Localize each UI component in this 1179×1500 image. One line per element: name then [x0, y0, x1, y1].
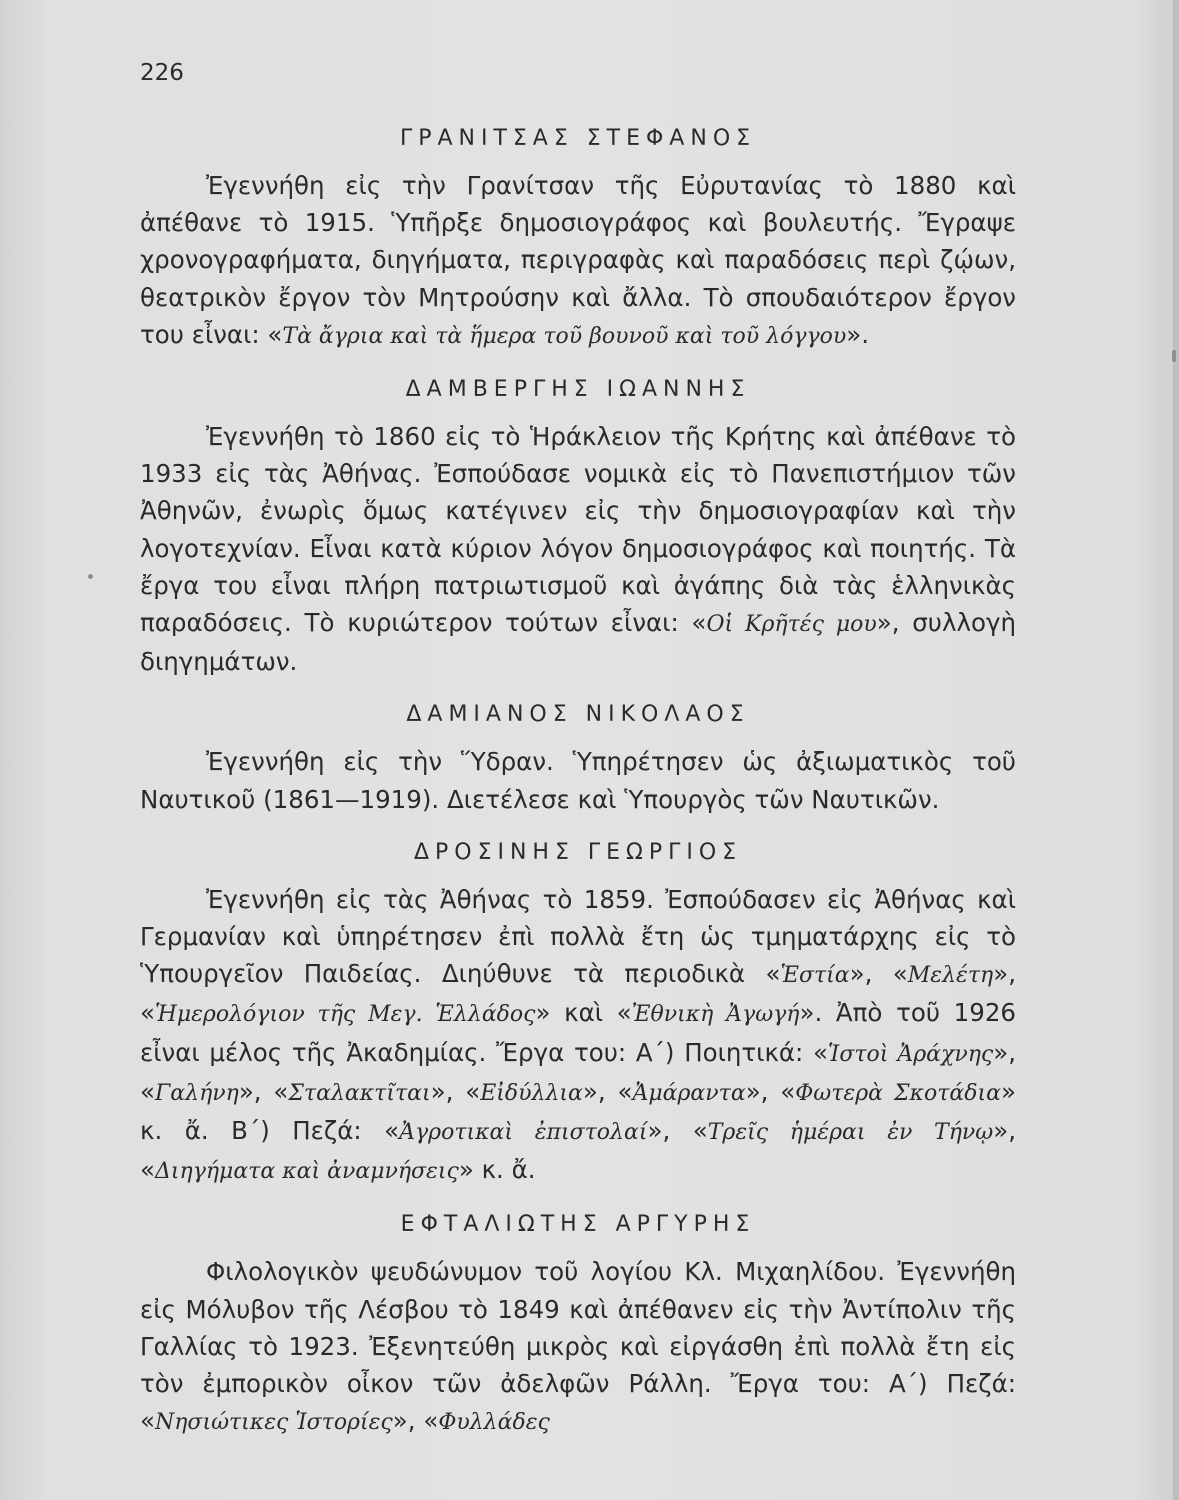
- work-title: Νησιώτικες Ἱστορίες: [155, 1410, 393, 1436]
- text-segment: », «: [849, 959, 908, 989]
- entry-eftaliotis: [140, 1212, 1016, 1441]
- text-segment: », «: [140, 959, 1016, 1028]
- page-number: 226: [140, 60, 184, 86]
- work-title: Διηγήματα καὶ ἀναμνήσεις: [155, 1159, 459, 1185]
- text-segment: », «: [140, 1037, 1016, 1106]
- work-title: Ἡμερολόγιον τῆς Μεγ. Ἑλλάδος: [155, 1002, 536, 1028]
- entry-damvergis: [140, 377, 1016, 680]
- text-segment: Ἐγεννήθη εἰς τὴν Γρανίτσαν τῆς Εὐρυτανίας τὸ 1880 καὶ ἀπέθανε τὸ 1915. Ὑπῆρξε δημοσιογράφος καὶ βουλευτής. Ἔγραψε χρονογραφήματα, διηγήματα, περιγραφὰς καὶ παραδόσεις περὶ ζῴων, θεατρικὸν ἔργον τὸν Μητρούσην καὶ ἄλλα. Τὸ σπουδαιότερον ἔργον του εἶναι: «: [140, 171, 1016, 349]
- text-segment: Φιλολογικὸν ψευδώνυμον τοῦ λογίου Κλ. Μιχαηλίδου. Ἐγεννήθη εἰς Μόλυβον τῆς Λέσβου τὸ 1849 καὶ ἀπέθανεν εἰς τὴν Ἀντίπολιν τῆς Γαλλίας τὸ 1923. Ἐξενητεύθη μικρὸς καὶ εἰργάσθη ἐπὶ πολλὰ ἔτη εἰς τὸν ἐμπορικὸν οἶκον τῶν ἀδελφῶν Ράλλη. Ἔργα του: Α΄) Πεζά: «: [140, 1257, 1016, 1436]
- text-segment: ».: [846, 319, 870, 349]
- paper-speck: [88, 574, 93, 579]
- work-title: Ἱστοὶ Ἀράχνης: [828, 1041, 994, 1067]
- text-segment: », «: [745, 1076, 796, 1106]
- text-segment: », «: [392, 1406, 439, 1436]
- entry-heading: ΔΡΟΣΙΝΗΣ ΓΕΩΡΓΙΟΣ: [413, 839, 743, 865]
- text-segment: », «: [140, 1116, 1017, 1185]
- text-segment: », «: [582, 1076, 633, 1106]
- entry-text: [140, 418, 1016, 680]
- paper-speck: [1172, 350, 1176, 362]
- text-segment: », «: [430, 1076, 481, 1106]
- text-segment: ». Ἀπὸ τοῦ 1926 εἶναι μέλος τῆς Ἀκαδημίας. Ἔργα του: Α΄) Ποιητικά: «: [140, 998, 1017, 1067]
- work-title: Φωτερὰ Σκοτάδια: [795, 1080, 1001, 1106]
- entry-heading: ΓΡΑΝΙΤΣΑΣ ΣΤΕΦΑΝΟΣ: [399, 126, 757, 151]
- entry-granitsas: [140, 126, 1016, 355]
- entry-heading: ΔΑΜΙΑΝΟΣ ΝΙΚΟΛΑΟΣ: [406, 702, 750, 728]
- work-title: Φυλλάδες: [438, 1410, 550, 1436]
- work-title: Γαλήνη: [155, 1080, 239, 1106]
- entry-damianos: [140, 702, 1016, 817]
- entry-text: [140, 881, 1016, 1191]
- text-segment: Ἐγεννήθη τὸ 1860 εἰς τὸ Ἡράκλειον τῆς Κρήτης καὶ ἀπέθανε τὸ 1933 εἰς τὰς Ἀθήνας. Ἐσπούδασε νομικὰ εἰς τὸ Πανεπιστήμιον τῶν Ἀθηνῶν, ἐνωρὶς ὅμως κατέγινεν εἰς τὴν δημοσιογραφίαν καὶ τὴν λογοτεχνίαν. Εἶναι κατὰ κύριον λόγον δημοσιογράφος καὶ ποιητής. Τὰ ἔργα του εἶναι πλήρη πατριωτισμοῦ καὶ ἀγάπης διὰ τὰς ἑλληνικὰς παραδόσεις. Τὸ κυριώτερον τούτων εἶναι: «: [140, 422, 1016, 638]
- text-segment: » κ. ἄ. Β΄) Πεζά: «: [140, 1076, 1016, 1146]
- entry-heading: ΕΦΤΑΛΙΩΤΗΣ ΑΡΓΥΡΗΣ: [400, 1212, 756, 1238]
- work-title: Ἑστία: [780, 963, 850, 989]
- work-title: Μελέτη: [907, 963, 994, 989]
- work-title: Τρεῖς ἡμέραι ἐν Τήνῳ: [707, 1120, 994, 1146]
- work-title: Ἐθνικὴ Ἀγωγή: [631, 1002, 800, 1028]
- text-segment: », «: [647, 1116, 708, 1146]
- text-segment: » κ. ἄ.: [458, 1155, 536, 1185]
- work-title: Οἱ Κρῆτές μου: [706, 612, 877, 638]
- text-column: [140, 126, 1016, 1463]
- work-title: Τὰ ἄγρια καὶ τὰ ἥμερα τοῦ βουνοῦ καὶ τοῦ λόγγου: [282, 323, 847, 349]
- text-segment: » καὶ «: [535, 998, 632, 1028]
- work-title: Εἰδύλλια: [480, 1080, 583, 1106]
- entry-text: Ἐγεννήθη εἰς τὴν Ὕδραν. Ὑπηρέτησεν ὡς ἀξιωματικὸς τοῦ Ναυτικοῦ (1861—1919). Διετέλεσε καὶ Ὑπουργὸς τῶν Ναυτικῶν.: [140, 747, 1016, 814]
- work-title: Ἀγροτικαὶ ἐπιστολαί: [399, 1120, 648, 1146]
- text-segment: », «: [238, 1076, 289, 1106]
- page-edge: [1173, 0, 1179, 1500]
- entry-text: [140, 167, 1016, 355]
- entry-text: [140, 1253, 1016, 1441]
- work-title: Σταλακτῖται: [288, 1080, 431, 1106]
- work-title: Ἀμάραντα: [632, 1080, 746, 1106]
- entry-drosinis: [140, 840, 1016, 1191]
- entry-heading: ΔΑΜΒΕΡΓΗΣ ΙΩΑΝΝΗΣ: [405, 377, 751, 403]
- text-segment: Ἐγεννήθη εἰς τὰς Ἀθήνας τὸ 1859. Ἐσπούδασεν εἰς Ἀθήνας καὶ Γερμανίαν καὶ ὑπηρέτησεν ἐπὶ πολλὰ ἔτη ὡς τμηματάρχης εἰς τὸ Ὑπουργεῖον Παιδείας. Διηύθυνε τὰ περιοδικὰ «: [140, 884, 1016, 989]
- text-segment: », συλλογὴ διηγημάτων.: [140, 608, 1017, 677]
